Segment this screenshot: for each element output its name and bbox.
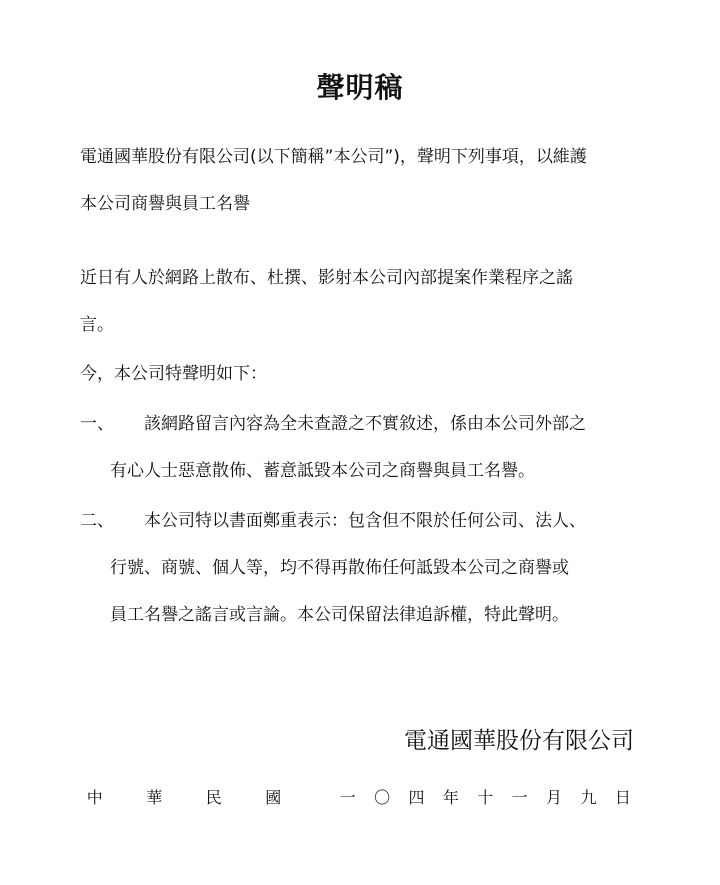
- statement-lead: 今，本公司特聲明如下：: [80, 364, 267, 384]
- date-char: 年: [442, 788, 459, 807]
- signature-company: 電通國華股份有限公司: [404, 728, 634, 754]
- date-era-char: 華: [146, 788, 163, 807]
- item-1-line-2: 有心人士惡意散佈、蓄意詆毀本公司之商譽與員工名譽。: [110, 461, 535, 481]
- date-char: 月: [546, 788, 563, 807]
- item-2-line-2: 行號、商號、個人等，均不得再散佈任何詆毀本公司之商譽或: [110, 558, 569, 578]
- item-2-line-1: 本公司特以書面鄭重表示：包含但不限於任何公司、法人、: [144, 511, 586, 531]
- item-2-number: 二、: [80, 511, 114, 531]
- item-2-line-3: 員工名譽之謠言或言論。本公司保留法律追訴權，特此聲明。: [110, 605, 569, 625]
- document-date: [80, 786, 640, 810]
- paragraph-1-line-2: 言。: [80, 315, 114, 335]
- date-era-char: 國: [265, 788, 282, 807]
- date-char: 〇: [374, 788, 391, 807]
- date-char: 日: [614, 788, 631, 807]
- date-char: 一: [339, 788, 356, 807]
- date-char: 四: [408, 788, 425, 807]
- date-char: 十: [477, 788, 494, 807]
- intro-line-2: 本公司商譽與員工名譽: [80, 194, 250, 214]
- date-char: 九: [580, 788, 597, 807]
- page-title: 聲明稿: [316, 71, 404, 104]
- item-1-line-1: 該網路留言內容為全未查證之不實敘述，係由本公司外部之: [144, 414, 586, 434]
- date-char: 一: [511, 788, 528, 807]
- item-1-number: 一、: [80, 414, 114, 434]
- date-spacer: [288, 786, 331, 810]
- paragraph-1-line-1: 近日有人於網路上散布、杜撰、影射本公司內部提案作業程序之謠: [80, 268, 573, 288]
- date-era-char: 中: [86, 788, 103, 807]
- intro-line-1: 電通國華股份有限公司(以下簡稱”本公司”)，聲明下列事項，以維護: [80, 147, 587, 167]
- date-era-char: 民: [205, 788, 222, 807]
